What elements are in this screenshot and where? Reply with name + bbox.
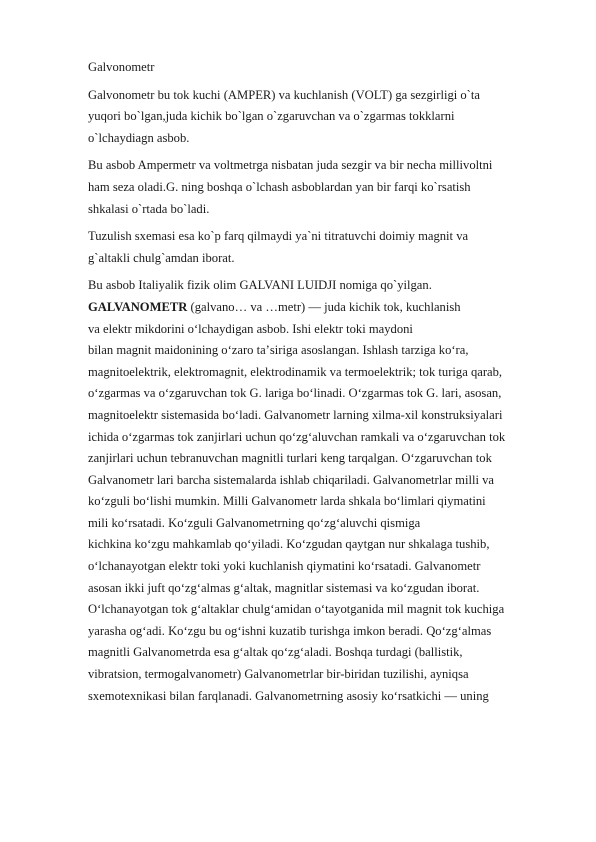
text-line: yarasha ogʻadi. Koʻzgu bu ogʻishni kuzatib turishga imkon beradi. Qoʻzgʻalmas: [88, 623, 492, 638]
text-run: (galvano… va …metr) — juda kichik tok, kuchlanish: [187, 299, 461, 314]
text-line: g`altakli chulg`amdan iborat.: [88, 250, 235, 265]
text-line: oʻzgarmas va oʻzgaruvchan tok G. lariga boʻlinadi. Oʻzgarmas tok G. lari, asosan,: [88, 386, 502, 401]
text-line: magnitoelektr sistemasida boʻladi. Galvanometr larning xilma-xil konstruksiyalari: [88, 407, 503, 422]
text-line: magnitoelektrik, elektromagnit, elektrodinamik va termoelektrik; tok turiga qarab,: [88, 364, 503, 379]
text-line: Oʻlchanayotgan tok gʻaltaklar chulgʻamidan oʻtayotganida mil magnit tok kuchiga: [88, 602, 505, 617]
text-line: asosan ikki juft qoʻzgʻalmas gʻaltak, magnitlar sistemasi va koʻzgudan iborat.: [88, 580, 480, 595]
text-line: vibratsion, termogalvanometr) Galvanometrlar bir-biridan tuzilishi, ayniqsa: [88, 667, 469, 682]
title-line: Galvonometr: [88, 60, 155, 74]
text-line: oʻlchanayotgan elektr toki yoki kuchlanish qiymatini koʻrsatadi. Galvanometr: [88, 559, 481, 574]
text-line: Galvonometr bu tok kuchi (AMPER) va kuchlanish (VOLT) ga sezgirligi o`ta: [88, 87, 480, 102]
paragraph-3: [88, 226, 558, 269]
text-line: o`lchaydiagn asbob.: [88, 130, 190, 145]
text-line: shkalasi o`rtada bo`ladi.: [88, 201, 210, 216]
paragraph-1: [88, 85, 558, 150]
text-line: Tuzulish sxemasi esa ko`p farq qilmaydi ya`ni titratuvchi doimiy magnit va: [88, 229, 469, 244]
bold-term: GALVANOMETR: [88, 299, 188, 314]
text-line: magnitli Galvanometrda esa gʻaltak qoʻzgʻaladi. Boshqa turdagi (ballistik,: [88, 645, 463, 660]
text-line: Bu asbob Italiyalik fizik olim GALVANI LUIDJI nomiga qo`yilgan.: [88, 278, 432, 293]
text-line: koʻzguli boʻlishi mumkin. Milli Galvanometr larda shkala boʻlimlari qiymatini: [88, 494, 486, 509]
text-line: Bu asbob Ampermetr va voltmetrga nisbatan juda sezgir va bir necha millivoltni: [88, 158, 493, 173]
text-line: yuqori bo`lgan,juda kichik bo`lgan o`zgaruvchan va o`zgarmas tokklarni: [88, 109, 455, 124]
paragraph-2: [88, 155, 558, 220]
text-line: va elektr mikdorini oʻlchaydigan asbob. Ishi elektr toki maydoni: [88, 321, 413, 336]
text-line: bilan magnit maidonining oʻzaro taʼsiriga asoslangan. Ishlash tarziga koʻra,: [88, 343, 469, 358]
text-line: [88, 297, 558, 319]
paragraph-4: [88, 275, 558, 707]
text-line: zanjirlari uchun tebranuvchan magnitli turlari keng tarqalgan. Oʻzgaruvchan tok: [88, 451, 492, 466]
document-title: [88, 57, 558, 79]
text-line: ichida oʻzgarmas tok zanjirlari uchun qoʻzgʻaluvchan ramkali va oʻzgaruvchan tok: [88, 429, 506, 444]
text-line: Galvanometr lari barcha sistemalarda ishlab chiqariladi. Galvanometrlar milli va: [88, 472, 494, 487]
document-page: [88, 57, 558, 713]
text-line: sxemotexnikasi bilan farqlanadi. Galvanometrning asosiy koʻrsatkichi — uning: [88, 688, 489, 703]
text-line: ham seza oladi.G. ning boshqa o`lchash asboblardan yan bir farqi ko`rsatish: [88, 179, 471, 194]
text-line: kichkina koʻzgu mahkamlab qoʻyiladi. Koʻzgudan qaytgan nur shkalaga tushib,: [88, 537, 490, 552]
text-line: mili koʻrsatadi. Koʻzguli Galvanometrning qoʻzgʻaluvchi qismiga: [88, 515, 421, 530]
